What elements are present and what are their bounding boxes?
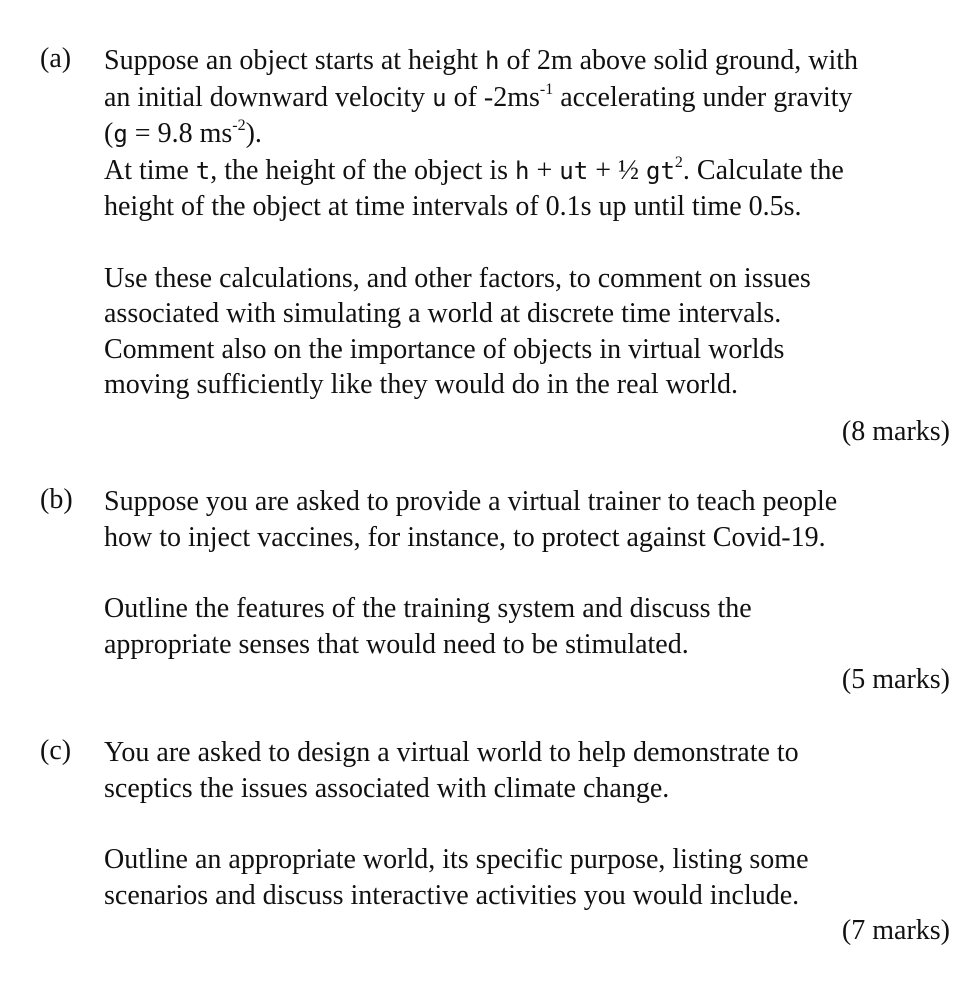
marks-label: (5 marks) xyxy=(841,664,950,695)
text-run: moving sufficiently like they would do in the real world. xyxy=(104,369,739,400)
marks-label: (8 marks) xyxy=(841,416,950,447)
text-run: an initial downward velocity xyxy=(104,81,433,113)
text-run: associated with simulating a world at discrete time intervals. xyxy=(104,298,782,329)
text-run: of -2ms xyxy=(446,81,540,113)
math-variable: t xyxy=(195,156,211,185)
text-run: At time xyxy=(104,154,196,186)
paragraph-gap xyxy=(104,555,950,591)
math-variable: h xyxy=(515,156,530,185)
text-line xyxy=(104,43,950,80)
text-run: . Calculate the xyxy=(682,154,844,186)
text-line xyxy=(104,484,950,520)
text-run: + xyxy=(529,154,560,186)
text-run: appropriate senses that would need to be stimulated. xyxy=(104,628,689,660)
text-line xyxy=(104,332,950,368)
question-label: (a) xyxy=(40,43,72,74)
text-line xyxy=(104,878,950,914)
text-run: Outline an appropriate world, its specific purpose, listing some xyxy=(104,844,809,875)
text-line xyxy=(104,520,950,556)
text-line xyxy=(104,367,950,403)
question-body xyxy=(104,735,950,913)
text-run: Suppose you are asked to provide a virtual trainer to teach people xyxy=(104,486,838,517)
math-variable: g xyxy=(113,120,128,148)
text-line xyxy=(104,842,950,878)
superscript: -2 xyxy=(232,117,246,134)
math-variable: ut xyxy=(559,156,589,185)
text-line xyxy=(104,80,950,117)
text-run: Suppose an object starts at height xyxy=(104,45,486,76)
text-run: = 9.8 ms xyxy=(127,118,233,149)
text-run: accelerating under gravity xyxy=(553,81,853,113)
text-line xyxy=(104,116,950,153)
text-run: how to inject vaccines, for instance, to protect against Covid-19. xyxy=(104,521,826,553)
math-variable: gt xyxy=(646,156,675,185)
text-run: , the height of the object is xyxy=(210,154,516,186)
text-line xyxy=(104,591,950,627)
text-run: sceptics the issues associated with climate change. xyxy=(104,772,670,804)
text-line xyxy=(104,189,950,225)
text-run: of 2m above solid ground, with xyxy=(499,45,859,76)
text-line xyxy=(104,153,950,190)
text-run: + ½ xyxy=(588,154,646,186)
text-line xyxy=(104,771,950,807)
marks-label: (7 marks) xyxy=(841,915,950,946)
question-body xyxy=(104,484,950,662)
question-body xyxy=(104,43,950,403)
text-run: Comment also on the importance of objects in virtual worlds xyxy=(104,333,785,365)
text-line xyxy=(104,735,950,771)
paragraph-gap xyxy=(104,806,950,842)
superscript: -1 xyxy=(539,80,554,98)
text-run: height of the object at time intervals of 0.1s up until time 0.5s. xyxy=(104,191,802,222)
text-run: Outline the features of the training system and discuss the xyxy=(104,593,752,624)
math-variable: h xyxy=(485,47,500,75)
math-variable: u xyxy=(432,83,447,112)
paragraph-gap xyxy=(104,225,950,261)
text-run: ( xyxy=(104,118,114,149)
question-label: (b) xyxy=(40,484,73,515)
text-run: ). xyxy=(245,118,262,149)
superscript: 2 xyxy=(674,153,683,171)
text-run: You are asked to design a virtual world to help demonstrate to xyxy=(104,737,799,768)
text-line xyxy=(104,261,950,297)
question-label: (c) xyxy=(40,735,72,766)
text-run: Use these calculations, and other factors, to comment on issues xyxy=(104,262,811,294)
text-run: scenarios and discuss interactive activities you would include. xyxy=(104,879,800,911)
text-line xyxy=(104,296,950,332)
text-line xyxy=(104,627,950,663)
